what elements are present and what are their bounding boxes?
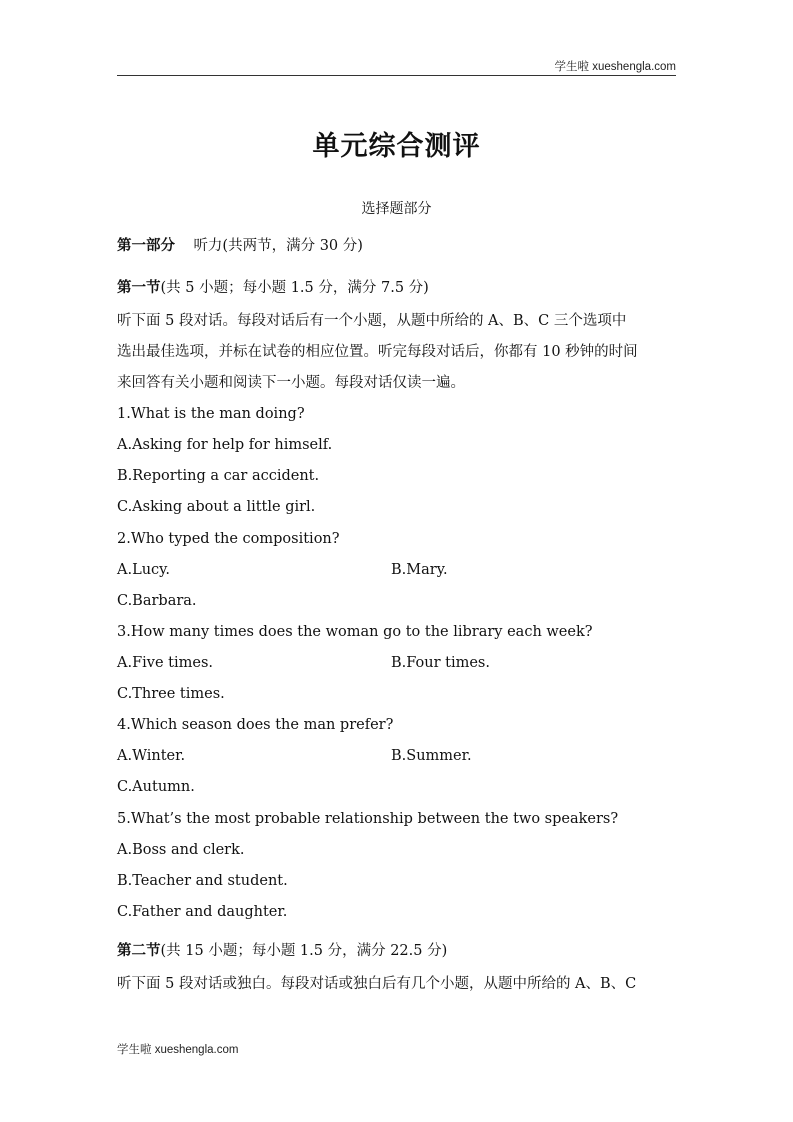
question-3: 3.How many times does the woman go to the library each week? bbox=[117, 624, 593, 640]
section2-heading bbox=[117, 939, 447, 960]
page-subtitle: 选择题部分 bbox=[361, 201, 432, 217]
q5-option-c: C.Father and daughter. bbox=[117, 904, 288, 920]
section1-label: 第一节 bbox=[117, 280, 161, 296]
instruction-line: 选出最佳选项，并标在试卷的相应位置。听完每段对话后，你都有 10 秒钟的时间 bbox=[117, 344, 638, 360]
q2-option-b: B.Mary. bbox=[391, 562, 448, 578]
q4-option-c: C.Autumn. bbox=[117, 779, 195, 795]
question-1: 1.What is the man doing? bbox=[117, 406, 305, 422]
q5-option-b: B.Teacher and student. bbox=[117, 873, 288, 889]
part1-label: 第一部分 bbox=[117, 238, 175, 254]
section2-text: (共 15 小题；每小题 1.5 分，满分 22.5 分) bbox=[160, 943, 448, 959]
q3-option-a: A.Five times. bbox=[117, 655, 214, 671]
part1-heading bbox=[117, 234, 363, 255]
instruction-line: 听下面 5 段对话或独白。每段对话或独白后有几个小题，从题中所给的 A、B、C bbox=[117, 976, 637, 992]
question-2: 2.Who typed the composition? bbox=[117, 531, 340, 547]
q2-option-a: A.Lucy. bbox=[117, 562, 171, 578]
q2-option-c: C.Barbara. bbox=[117, 593, 197, 609]
footer-site-label: 学生啦 xueshengla.com bbox=[117, 1044, 239, 1056]
q1-option-c: C.Asking about a little girl. bbox=[117, 499, 316, 515]
instruction-line: 听下面 5 段对话。每段对话后有一个小题，从题中所给的 A、B、C 三个选项中 bbox=[117, 313, 627, 329]
q1-option-a: A.Asking for help for himself. bbox=[117, 437, 333, 453]
q1-option-b: B.Reporting a car accident. bbox=[117, 468, 320, 484]
section1-instructions bbox=[117, 306, 677, 399]
section2-label: 第二节 bbox=[117, 943, 161, 959]
header-divider bbox=[117, 75, 676, 76]
page-title: 单元综合测评 bbox=[312, 131, 481, 162]
q3-option-b: B.Four times. bbox=[391, 655, 490, 671]
q3-option-c: C.Three times. bbox=[117, 686, 225, 702]
part1-text: 听力(共两节，满分 30 分) bbox=[193, 238, 363, 254]
section1-heading bbox=[117, 276, 429, 297]
instruction-line: 来回答有关小题和阅读下一小题。每段对话仅读一遍。 bbox=[117, 375, 465, 391]
question-4: 4.Which season does the man prefer? bbox=[117, 717, 394, 733]
q4-option-a: A.Winter. bbox=[117, 748, 186, 764]
header-site-label: 学生啦 xueshengla.com bbox=[554, 61, 676, 73]
question-5: 5.What’s the most probable relationship between the two speakers? bbox=[117, 811, 619, 827]
section1-text: (共 5 小题；每小题 1.5 分，满分 7.5 分) bbox=[160, 280, 429, 296]
q5-option-a: A.Boss and clerk. bbox=[117, 842, 245, 858]
section2-instructions bbox=[117, 969, 677, 1000]
q4-option-b: B.Summer. bbox=[391, 748, 472, 764]
